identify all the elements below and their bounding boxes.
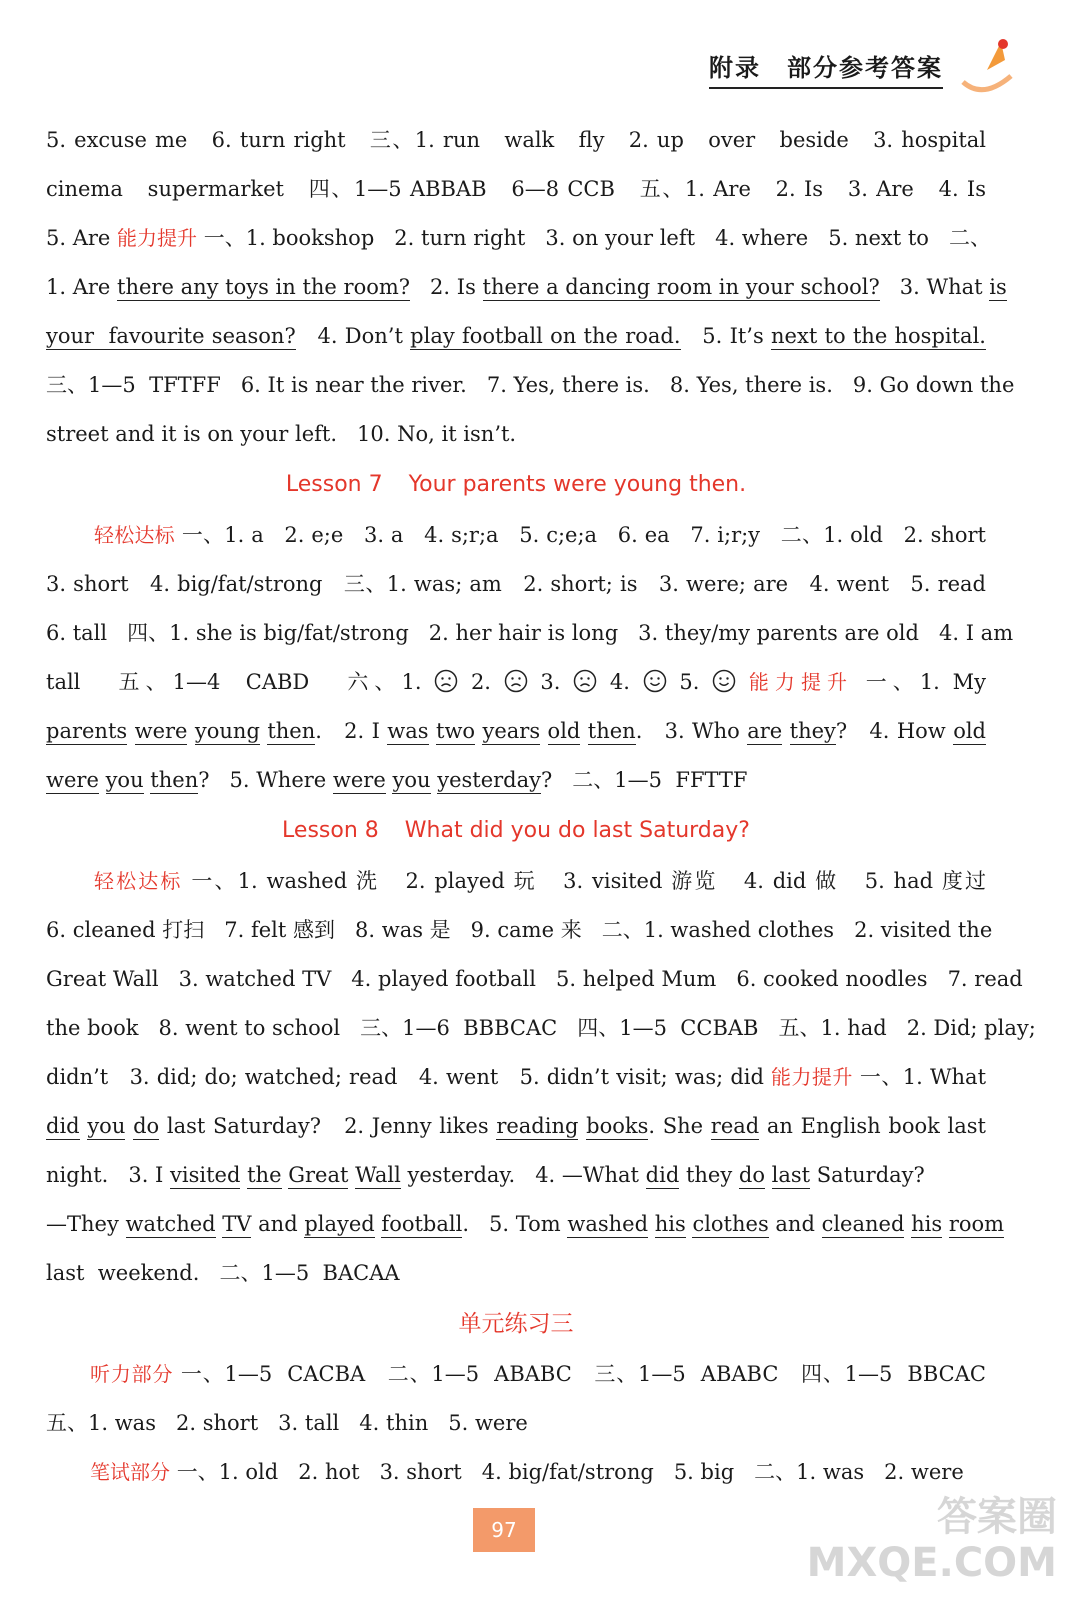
sad-face-icon — [434, 669, 458, 693]
text-line: were you then? 5. Where were you yesterday? 二、1—5 FFTTF — [46, 768, 748, 792]
running-header — [709, 48, 943, 89]
text-line: your favourite season? 4. Don’t play football on the road. 5. It’s next to the hospital. — [46, 324, 986, 348]
sad-face-icon — [504, 669, 528, 693]
text-line: 轻松达标 一、1. a 2. e;e 3. a 4. s;r;a 5. c;e;a 6. ea 7. i;r;y 二、1. old 2. short — [94, 523, 986, 547]
text-line: parents were young then. 2. I was two years old then. 3. Who are they? 4. How old — [46, 719, 986, 743]
listening-label: 听力部分 — [90, 1362, 174, 1386]
text-line: night. 3. I visited the Great Wall yesterday. 4. —What did they do last Saturday? — [46, 1163, 925, 1187]
lesson-8-heading: Lesson 8 What did you do last Saturday? — [282, 818, 750, 843]
text-line: 6. tall 四、1. she is big/fat/strong 2. her hair is long 3. they/my parents are old 4. I am — [46, 621, 1014, 645]
text-line: 五、1. was 2. short 3. tall 4. thin 5. were — [46, 1411, 528, 1435]
text-line: the book 8. went to school 三、1—6 BBBCAC 四、1—5 CCBAB 五、1. had 2. Did; play; — [46, 1016, 1036, 1040]
text-line: 5. excuse me 6. turn right 三、1. run walk fly 2. up over beside 3. hospital — [46, 128, 986, 152]
writing-label: 笔试部分 — [90, 1460, 170, 1484]
text-line: 6. cleaned 打扫 7. felt 感到 8. was 是 9. came 来 二、1. washed clothes 2. visited the — [46, 918, 993, 942]
happy-face-icon — [712, 669, 736, 693]
text-line: tall 五、1—4 CABD 六、1. 2. 3. 4. 5. 能力提升 一、1. My — [46, 670, 986, 694]
text-line: 三、1—5 TFTFF 6. It is near the river. 7. Yes, there is. 8. Yes, there is. 9. Go down the — [46, 373, 1015, 397]
ability-label: 能力提升 — [117, 226, 198, 250]
header-appendix: 附录 — [709, 54, 761, 82]
easy-label: 轻松达标 — [94, 869, 183, 893]
watermark — [807, 1494, 1057, 1586]
text-line: 1. Are there any toys in the room? 2. Is there a dancing room in your school? 3. What is — [46, 275, 1007, 299]
lesson-7-heading: Lesson 7 Your parents were young then. — [285, 472, 747, 497]
page-number: 97 — [473, 1508, 535, 1552]
text-line: Great Wall 3. watched TV 4. played football 5. helped Mum 6. cooked noodles 7. read — [46, 967, 1023, 991]
text-line: street and it is on your left. 10. No, it isn’t. — [46, 422, 517, 446]
header-answers: 部分参考答案 — [787, 54, 943, 82]
text-line: 笔试部分 一、1. old 2. hot 3. short 4. big/fat/strong 5. big 二、1. was 2. were — [90, 1460, 964, 1484]
text-line: 听力部分 一、1—5 CACBA 二、1—5 ABABC 三、1—5 ABABC 四、1—5 BBCAC — [90, 1362, 986, 1386]
watermark-bottom: MXQE.COM — [806, 1540, 1057, 1586]
text-line: —They watched TV and played football. 5. Tom washed his clothes and cleaned his room — [46, 1212, 1005, 1236]
decorative-logo-icon — [953, 30, 1023, 100]
ability-label: 能力提升 — [748, 670, 854, 694]
text-line: last weekend. 二、1—5 BACAA — [46, 1261, 400, 1285]
text-line: didn’t 3. did; do; watched; read 4. went 5. didn’t visit; was; did 能力提升 一、1. What — [46, 1065, 987, 1089]
text-line: 3. short 4. big/fat/strong 三、1. was; am 2. short; is 3. were; are 4. went 5. read — [46, 572, 986, 596]
sad-face-icon — [573, 669, 597, 693]
answer-content — [46, 116, 1036, 1497]
ability-label: 能力提升 — [771, 1065, 853, 1089]
text-line: cinema supermarket 四、1—5 ABBAB 6—8 CCB 五、1. Are 2. Is 3. Are 4. Is — [46, 177, 986, 201]
happy-face-icon — [643, 669, 667, 693]
text-line: did you do last Saturday? 2. Jenny likes reading books. She read an English book last — [46, 1114, 986, 1138]
easy-label: 轻松达标 — [94, 523, 175, 547]
text-line: 轻松达标 一、1. washed 洗 2. played 玩 3. visited 游览 4. did 做 5. had 度过 — [94, 869, 986, 893]
unit-3-heading: 单元练习三 — [458, 1311, 574, 1337]
text-line: 5. Are 能力提升 一、1. bookshop 2. turn right 3. on your left 4. where 5. next to 二、 — [46, 226, 991, 250]
watermark-top: 答案圈 — [937, 1494, 1057, 1540]
